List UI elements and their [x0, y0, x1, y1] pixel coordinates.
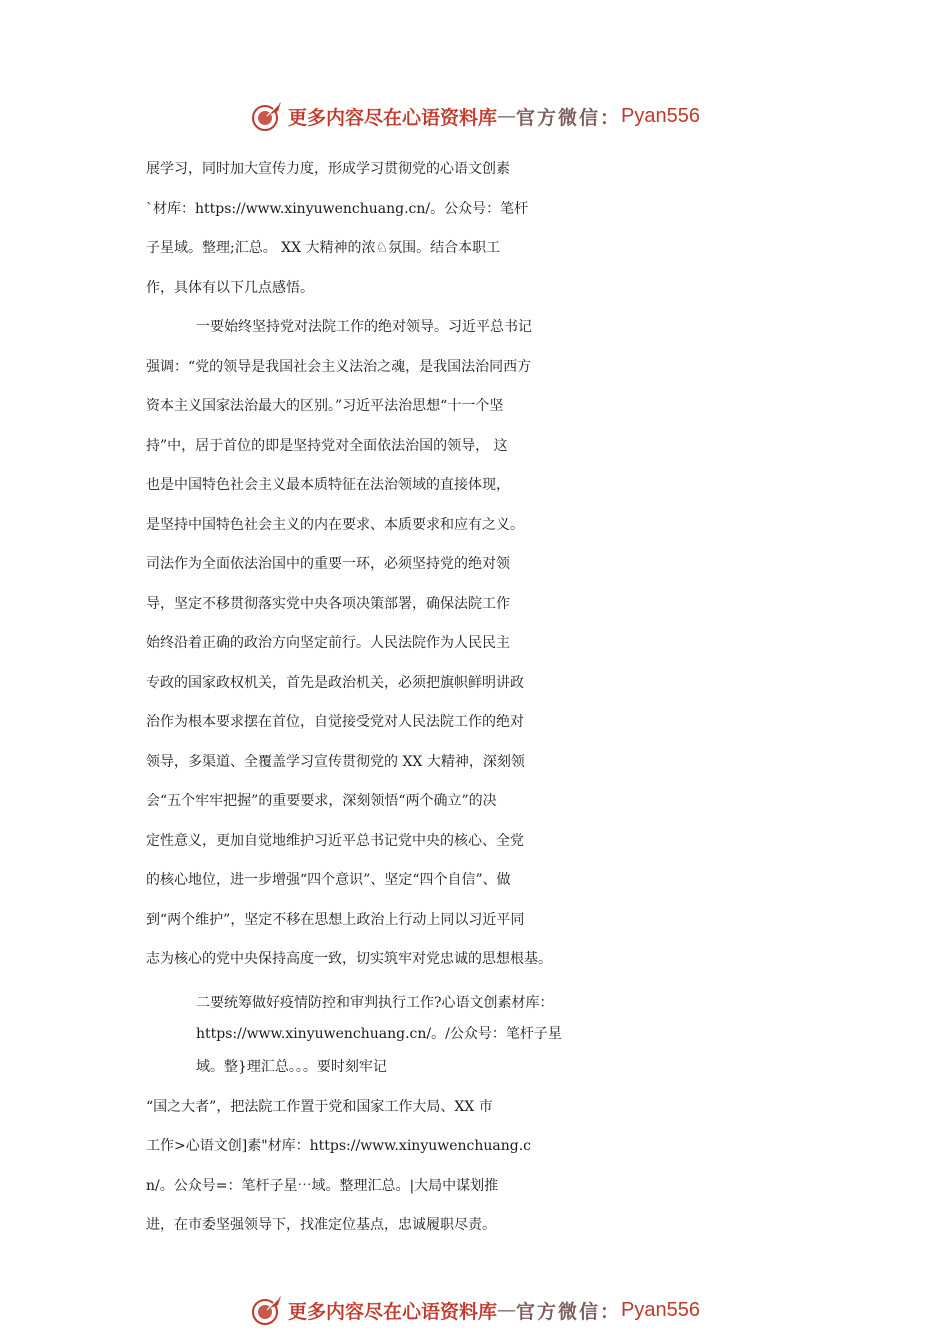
paragraph-first-line: 一要始终坚持党对法院工作的绝对领导。习近平总书记 [196, 319, 532, 335]
banner-official-label: 官方微信： [516, 106, 622, 129]
text-line: 会“五个牢牢把握”的重要要求，深刻领悟“两个确立”的决 [146, 793, 497, 809]
text-line: 领导，多渠道、全覆盖学习宣传贯彻党的 XX 大精神，深刻领 [146, 754, 525, 770]
text-line: 是坚持中国特色社会主义的内在要求、本质要求和应有之义。 [146, 517, 524, 533]
text-line: 展学习，同时加大宣传力度，形成学习贯彻党的心语文创素 [146, 161, 510, 177]
banner-brand: 更多内容尽在心语资料库 [288, 106, 498, 129]
banner-separator: — [497, 1299, 517, 1321]
text-line: 工作>心语文创]素"材库：https://www.xinyuwenchuang.c [146, 1138, 532, 1154]
text-line: 导，坚定不移贯彻落实党中央各项决策部署，确保法院工作 [146, 596, 510, 612]
banner-official-label: 官方微信： [516, 1300, 622, 1323]
text-line: 始终沿着正确的政治方向坚定前行。人民法院作为人民民主 [146, 635, 510, 651]
text-line: “国之大者”，把法院工作置于党和国家工作大局、XX 市 [146, 1099, 493, 1115]
banner-brand: 更多内容尽在心语资料库 [288, 1300, 498, 1323]
text-line: 资本主义国家法治最大的区别。”习近平法治思想“十一个坚 [146, 398, 504, 414]
text-line: 也是中国特色社会主义最本质特征在法治领域的直接体现， [146, 477, 510, 493]
text-line: n/。公众号=：笔杆子星⋯域。整理汇总。|大局中谋划推 [146, 1178, 499, 1194]
quill-logo-icon [250, 1293, 284, 1327]
text-line: 专政的国家政权机关，首先是政治机关，必须把旗帜鲜明讲政 [146, 675, 524, 691]
text-line: 的核心地位，进一步增强“四个意识”、坚定“四个自信”、做 [146, 872, 511, 888]
quill-logo-icon [250, 99, 284, 133]
text-line: 定性意义，更加自觉地维护习近平总书记党中央的核心、全党 [146, 833, 524, 849]
text-line: 持”中，居于首位的即是坚持党对全面依法治国的领导， 这 [146, 438, 508, 454]
text-line: 强调：“党的领导是我国社会主义法治之魂，是我国法治同西方 [146, 359, 532, 375]
footer-banner [0, 1290, 950, 1330]
text-line: 司法作为全面依法治国中的重要一环，必须坚持党的绝对领 [146, 556, 510, 572]
text-line: 到“两个维护”，坚定不移在思想上政治上行动上同以习近平同 [146, 912, 525, 928]
text-line: 进，在市委坚强领导下，找准定位基点，忠诚履职尽责。 [146, 1217, 496, 1233]
text-line: 志为核心的党中央保持高度一致，切实筑牢对党忠诚的思想根基。 [146, 951, 552, 967]
banner-wechat-id: Pyan556 [621, 104, 700, 127]
text-line: 治作为根本要求摆在首位，自觉接受党对人民法院工作的绝对 [146, 714, 524, 730]
banner-wechat-id: Pyan556 [621, 1298, 700, 1321]
text-line: 作，具体有以下几点感悟。 [146, 280, 314, 296]
text-line: 域。整}理汇总。。。要时刻牢记 [196, 1059, 387, 1075]
banner-separator: — [497, 105, 517, 127]
header-banner [0, 96, 950, 136]
paragraph-first-line: 二要统筹做好疫情防控和审判执行工作?心语文创素材库： [196, 995, 554, 1011]
text-line: `材库：https://www.xinyuwenchuang.cn/。公众号：笔杆 [146, 201, 529, 217]
text-line: 子星域。整理;汇总。 XX 大精神的浓♘氛围。结合本职工 [146, 240, 501, 256]
text-line: https://www.xinyuwenchuang.cn/。/公众号：笔杆子星 [196, 1026, 562, 1042]
